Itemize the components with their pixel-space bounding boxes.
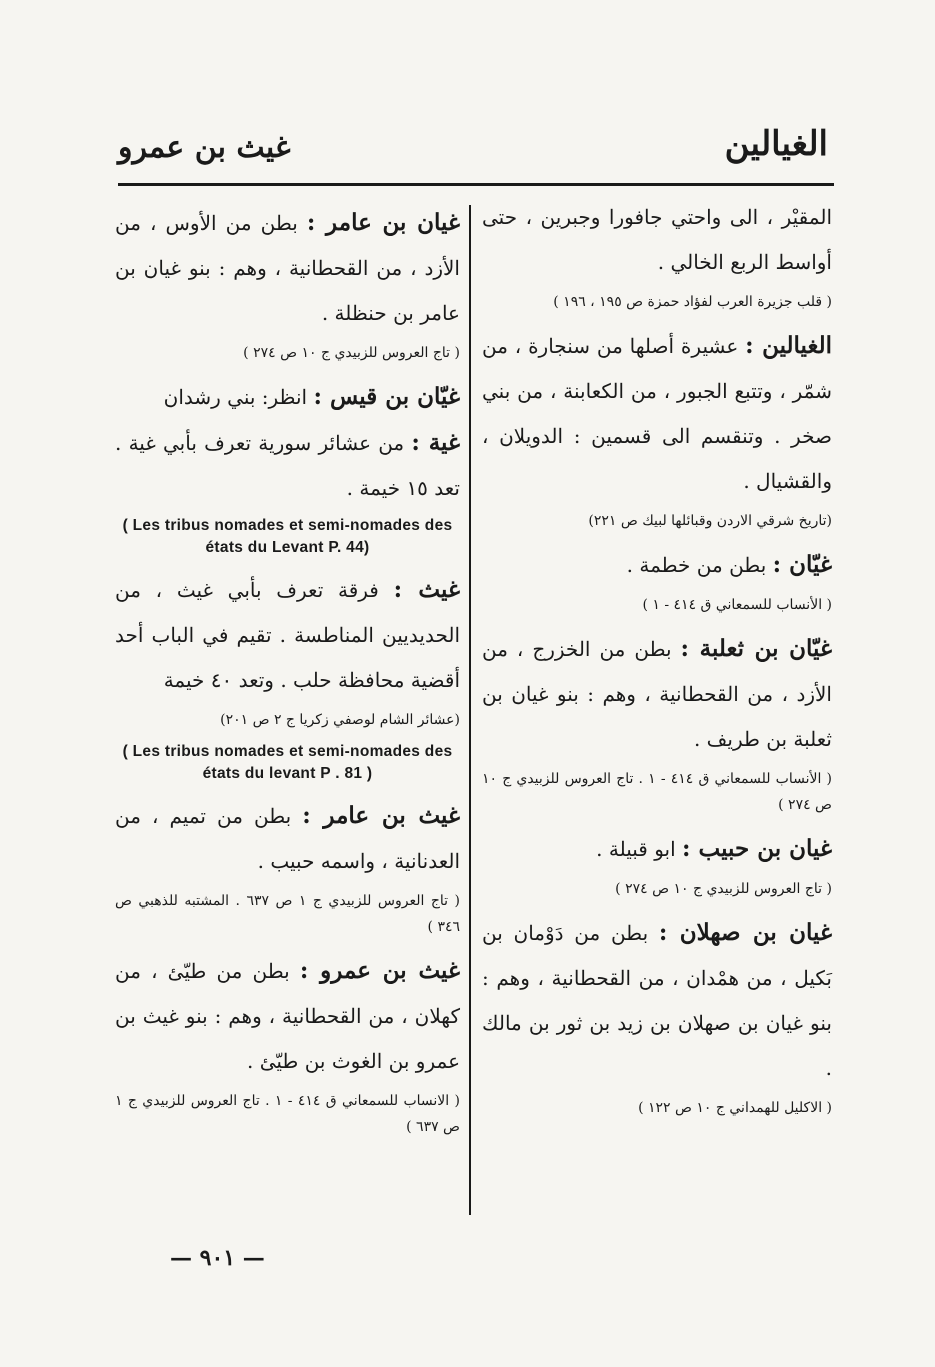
column-divider (469, 205, 471, 1215)
entry-reference: ( الانساب للسمعاني ق ٤١٤ - ١ . تاج العروس للزبيدي ج ١ ص ٦٣٧ ) (115, 1093, 460, 1135)
entry-reference: ( تاج العروس للزبيدي ج ١٠ ص ٢٧٤ ) (243, 345, 460, 361)
latin-reference: ( Les tribus nomades et semi-nomades des états du levant P . 81 ) (122, 743, 453, 782)
entry-ghayth (115, 567, 460, 703)
entry-ghayyan-bin-habib (482, 826, 832, 872)
entry-reference: ( تاج العروس للزبيدي ج ١٠ ص ٢٧٤ ) (615, 881, 832, 897)
entry-ghayth-bin-amr (115, 948, 460, 1084)
entry-ghayyan-bin-qays (115, 374, 460, 420)
entry-ghayalin (482, 323, 832, 504)
entry-ghayyan-bin-sahlan (482, 910, 832, 1091)
entry-body: بطن من الخزرج ، من الأزد ، من القحطانية ، وهم : بنو غيان بن ثعلبة بن طريف . (482, 637, 832, 751)
entry-headword: غيث بن عامر : (302, 802, 460, 829)
entry-continuation: المقيْر ، الى واحتي جافورا وجبرين ، حتى أواسط الربع الخالي . (482, 205, 832, 274)
entry-headword: غيث بن عمرو : (299, 957, 461, 984)
entry-body: بطن من خطمة . (626, 553, 773, 577)
entry-body: انظر: بني رشدان (163, 385, 314, 409)
entry-headword: غيّان بن ثعلبة : (680, 635, 833, 662)
entry-reference: ( قلب جزيرة العرب لفؤاد حمزة ص ١٩٥ ، ١٩٦ ) (553, 294, 832, 310)
right-column (482, 195, 832, 1129)
entry-headword: غيان بن صهلان : (658, 919, 832, 946)
entry-headword: غيان بن عامر : (306, 209, 460, 236)
entry-body: بطن من دَوْمان بن بَكيل ، من همْدان ، من القحطانية ، وهم : بنو غيان بن صهلان بن زيد بن ثور بن مالك . (482, 921, 832, 1080)
entry-ghiyya (115, 420, 460, 511)
entry-body: من عشائر سورية تعرف بأبي غية . تعد ١٥ خيمة . (115, 431, 460, 500)
page-header (118, 118, 828, 180)
entry-headword: غيان بن حبيب : (682, 835, 832, 862)
entry-reference: ( الأنساب للسمعاني ق ٤١٤ - ١ . تاج العروس للزبيدي ج ١٠ ص ٢٧٤ ) (482, 771, 832, 813)
entry-reference: (تاريخ شرقي الاردن وقبائلها لبيك ص ٢٢١) (588, 513, 832, 529)
entry-ghayyan-bin-amir (115, 200, 460, 336)
entry-ghayth-bin-amir (115, 793, 460, 884)
entry-body: بطن من الأوس ، من الأزد ، من القحطانية ، وهم : بنو غيان بن عامر بن حنظلة . (115, 211, 460, 325)
entry-headword: غيّان بن قيس : (313, 383, 460, 410)
entry-ghayyan-bin-thalaba (482, 626, 832, 762)
entry-reference: ( تاج العروس للزبيدي ج ١ ص ٦٣٧ . المشتبه للذهبي ص ٣٤٦ ) (115, 893, 460, 935)
entry-headword: غيّان : (772, 551, 832, 578)
header-rule (118, 183, 834, 186)
entry-ghayyan (482, 542, 832, 588)
entry-body: ابو قبيلة . (596, 837, 683, 861)
entry-reference: ( الأنساب للسمعاني ق ٤١٤ - ١ ) (642, 597, 832, 613)
entry-body: فرقة تعرف بأبي غيث ، من الحديديين المناطسة . تقيم في الباب أحد أقضية محافظة حلب . وتعد ٤٠ خيمة (115, 578, 460, 692)
latin-reference: ( Les tribus nomades et semi-nomades des états du Levant P. 44) (122, 517, 453, 556)
running-title-right: الغيالين (724, 124, 828, 164)
page-number: — ٩٠١ — (170, 1245, 265, 1271)
entry-headword: غيث : (393, 576, 460, 603)
entry-body: بطن من طيّئ ، من كهلان ، من القحطانية ، وهم : بنو غيث بن عمرو بن الغوث بن طيّئ . (115, 959, 460, 1073)
entry-body: بطن من تميم ، من العدنانية ، واسمه حبيب . (115, 804, 460, 873)
entry-reference: (عشائر الشام لوصفي زكريا ج ٢ ص ٢٠١) (220, 712, 460, 728)
running-title-left: غيث بن عمرو (118, 130, 291, 165)
entry-headword: الغيالين : (745, 332, 832, 359)
entry-reference: ( الاكليل للهمداني ج ١٠ ص ١٢٢ ) (638, 1100, 832, 1116)
entry-body: عشيرة أصلها من سنجارة ، من شمّر ، وتتبع الجبور ، من الكعابنة ، من بني صخر . وتنقسم الى قسمين : الدويلان ، والقشيال . (482, 334, 832, 493)
left-column (115, 200, 460, 1148)
entry-headword: غية : (411, 429, 461, 456)
